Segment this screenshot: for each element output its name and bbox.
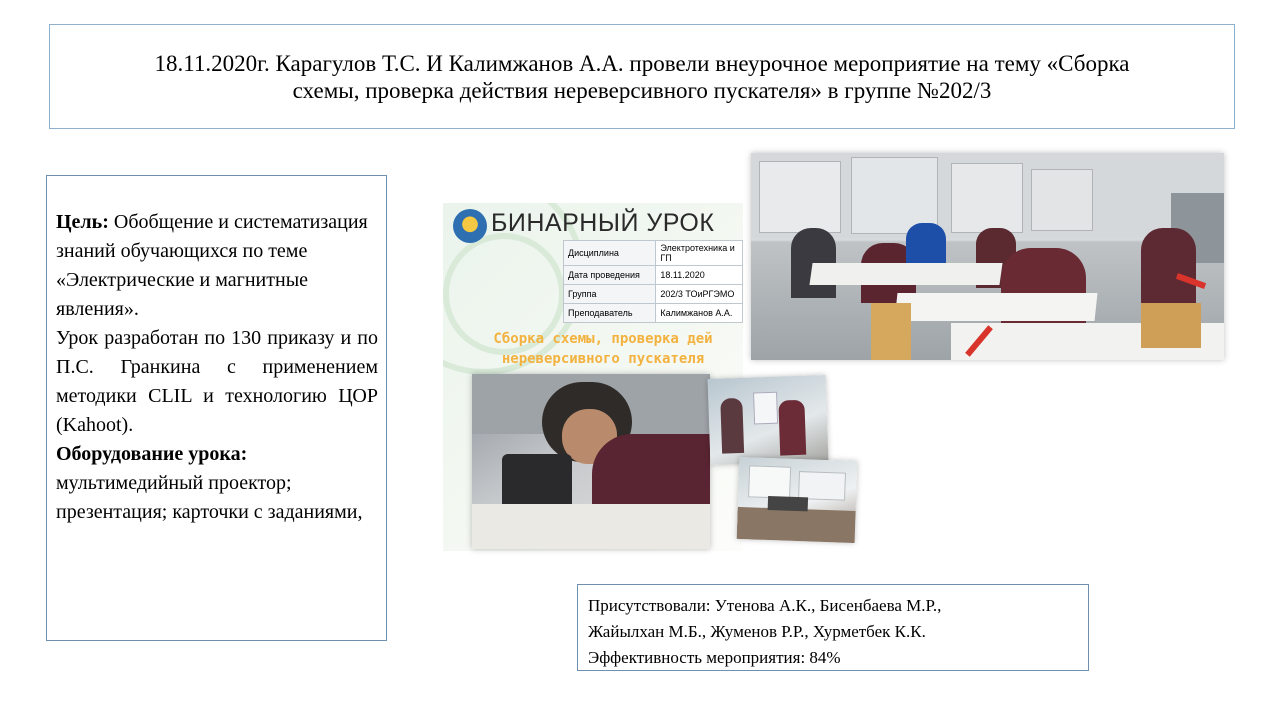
table-cell-label: Дата проведения [564, 266, 656, 285]
equipment-text: мультимедийный проектор; презентация; карточки с заданиями, [56, 472, 363, 523]
equipment-paragraph [56, 440, 378, 469]
lab-room-photo [737, 457, 858, 543]
table-row [564, 266, 743, 285]
attendance-box [577, 584, 1089, 671]
lesson-info-box [46, 175, 387, 641]
slide-title [49, 24, 1235, 129]
table-row [564, 285, 743, 304]
topic-line-1: Сборка схемы, проверка дей [493, 331, 713, 347]
table-cell-label: Дисциплина [564, 241, 656, 266]
topic-line-2: нереверсивного пускателя [501, 351, 705, 367]
table-cell-value: Калимжанов А.А. [656, 304, 743, 323]
table-cell-value: Электротехника и ГП [656, 241, 743, 266]
table-cell-value: 202/3 ТОиРГЭМО [656, 285, 743, 304]
lesson-details-table [563, 240, 743, 323]
table-cell-value: 18.11.2020 [656, 266, 743, 285]
slide-title-line-1: 18.11.2020г. Карагулов Т.С. И Калимжанов А.А. провели внеурочное мероприятие на тему «Сборка [154, 50, 1130, 76]
slide-title-line-2: схемы, проверка действия нереверсивного пускателя» в группе №202/3 [292, 77, 992, 103]
college-logo-icon [453, 209, 487, 243]
student-wiring-photo [472, 374, 710, 549]
binary-lesson-title: БИНАРНЫЙ УРОК [491, 209, 715, 237]
goal-label: Цель: [56, 211, 109, 233]
effectiveness-line: Эффективность мероприятия: 84% [588, 648, 841, 667]
attendance-line-1: Присутствовали: Утенова А.К., Бисенбаева М.Р., [588, 596, 942, 615]
teacher-demo-photo [708, 375, 829, 465]
attendance-line-2: Жайылхан М.Б., Жуменов Р.Р., Хурметбек К.К. [588, 622, 926, 641]
lesson-description: Урок разработан по 130 приказу и по П.С. Гранкина с применением методики CLIL и технологию ЦОР (Kahoot). [56, 327, 378, 436]
table-row [564, 241, 743, 266]
goal-paragraph [56, 208, 378, 324]
table-cell-label: Преподаватель [564, 304, 656, 323]
classroom-photo [751, 153, 1224, 360]
goal-text: Обобщение и систематизация знаний обучающихся по теме «Электрические и магнитные явления». [56, 211, 368, 320]
table-cell-label: Группа [564, 285, 656, 304]
table-row [564, 304, 743, 323]
equipment-label: Оборудование урока: [56, 443, 248, 465]
